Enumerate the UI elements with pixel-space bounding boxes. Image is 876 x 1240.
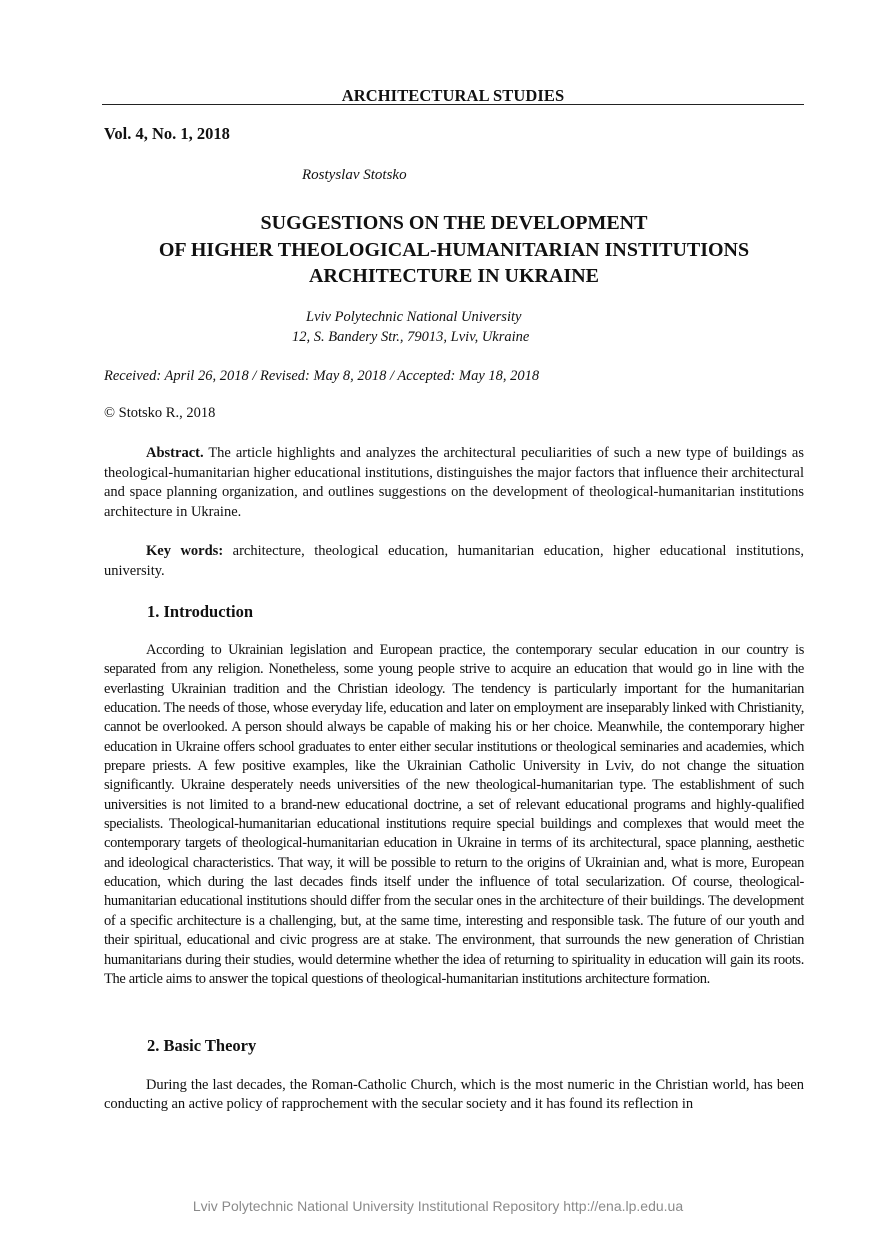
abstract-text: The article highlights and analyzes the architectural peculiarities of such a new type of buildings as theological-humanitarian higher educational institutions, distinguishes the major factors that influence their architectural and space planning organization, and outlines suggestions on the development of theological-humanitarian institutions architecture in Ukraine. bbox=[104, 445, 804, 521]
title-line: OF HIGHER THEOLOGICAL-HUMANITARIAN INSTITUTIONS bbox=[158, 238, 750, 261]
journal-name: ARCHITECTURAL STUDIES bbox=[341, 86, 565, 105]
paper-title bbox=[104, 210, 804, 290]
title-line: SUGGESTIONS ON THE DEVELOPMENT bbox=[260, 212, 648, 234]
abstract-label: Abstract. bbox=[146, 445, 204, 461]
keywords bbox=[104, 542, 804, 581]
section-heading-introduction: 1. Introduction bbox=[147, 602, 254, 621]
volume-issue: Vol. 4, No. 1, 2018 bbox=[104, 124, 230, 143]
section-heading-basic-theory: 2. Basic Theory bbox=[147, 1036, 257, 1055]
abstract bbox=[104, 444, 804, 523]
affiliation-name: Lviv Polytechnic National University bbox=[306, 309, 522, 325]
affiliation-block bbox=[104, 308, 804, 347]
copyright-notice: © Stotsko R., 2018 bbox=[104, 405, 216, 421]
keywords-text: architecture, theological education, humanitarian education, higher educational institutions, university. bbox=[104, 543, 804, 579]
affiliation-address: 12, S. Bandery Str., 79013, Lviv, Ukraine bbox=[292, 328, 530, 345]
section-text-basic-theory: During the last decades, the Roman-Catholic Church, which is the most numeric in the Christian world, has been conducting an active policy of rapprochement with the secular society and it has found its reflection in bbox=[104, 1077, 804, 1113]
author-name: Rostyslav Stotsko bbox=[302, 167, 407, 183]
keywords-label: Key words: bbox=[146, 543, 224, 559]
header-divider bbox=[102, 104, 804, 105]
section-text-introduction: According to Ukrainian legislation and European practice, the contemporary secular education in our country is separated from any religion. Nonetheless, some young people strive to acquire an education that would go in line with the everlasting Ukrainian tradition and the Christian ideology. The tendency is particularly important for the humanitarian education. The needs of those, whose everyday life, education and later on employment are inseparably linked with Christianity, cannot be overlooked. A person should always be capable of making his or her choice. Meanwhile, the contemporary higher education in Ukraine offers school graduates to enter either secular institutions or theological seminaries and academies, which prepare priests. A few positive examples, like the Ukrainian Catholic University in Lviv, do not change the situation significantly. Ukraine desperately needs universities of the new theological-humanitarian type. The establishment of such universities is not limited to a brand-new educational doctrine, a set of relevant educational programs and highly-qualified specialists. Theological-humanitarian educational institutions require special buildings and complexes that would meet the contemporary targets of theological-humanitarian education in Ukraine in terms of its architectural, space planning, aesthetic and ideological characteristics. That way, it will be possible to return to the origins of Ukrainian and, what is more, European education, which during the last decades finds itself under the influence of total secularization. Of course, theological-humanitarian educational institutions should differ from the secular ones in the architecture of their buildings. The development of a specific architecture is a challenging, but, at the same time, interesting and responsible task. The future of our youth and their spiritual, educational and civic progress are at stake. The environment, that surrounds the new generation of Christian humanitarians during their studies, would determine whether the idea of returning to spirituality in education will gain its roots. The article aims to answer the topical questions of theological-humanitarian institutions architecture formation. bbox=[104, 642, 804, 987]
repository-footer: Lviv Polytechnic National University Institutional Repository http://ena.lp.edu.ua bbox=[192, 1198, 684, 1214]
title-line: ARCHITECTURE IN UKRAINE bbox=[308, 265, 600, 287]
submission-dates: Received: April 26, 2018 / Revised: May 8, 2018 / Accepted: May 18, 2018 bbox=[104, 368, 540, 384]
